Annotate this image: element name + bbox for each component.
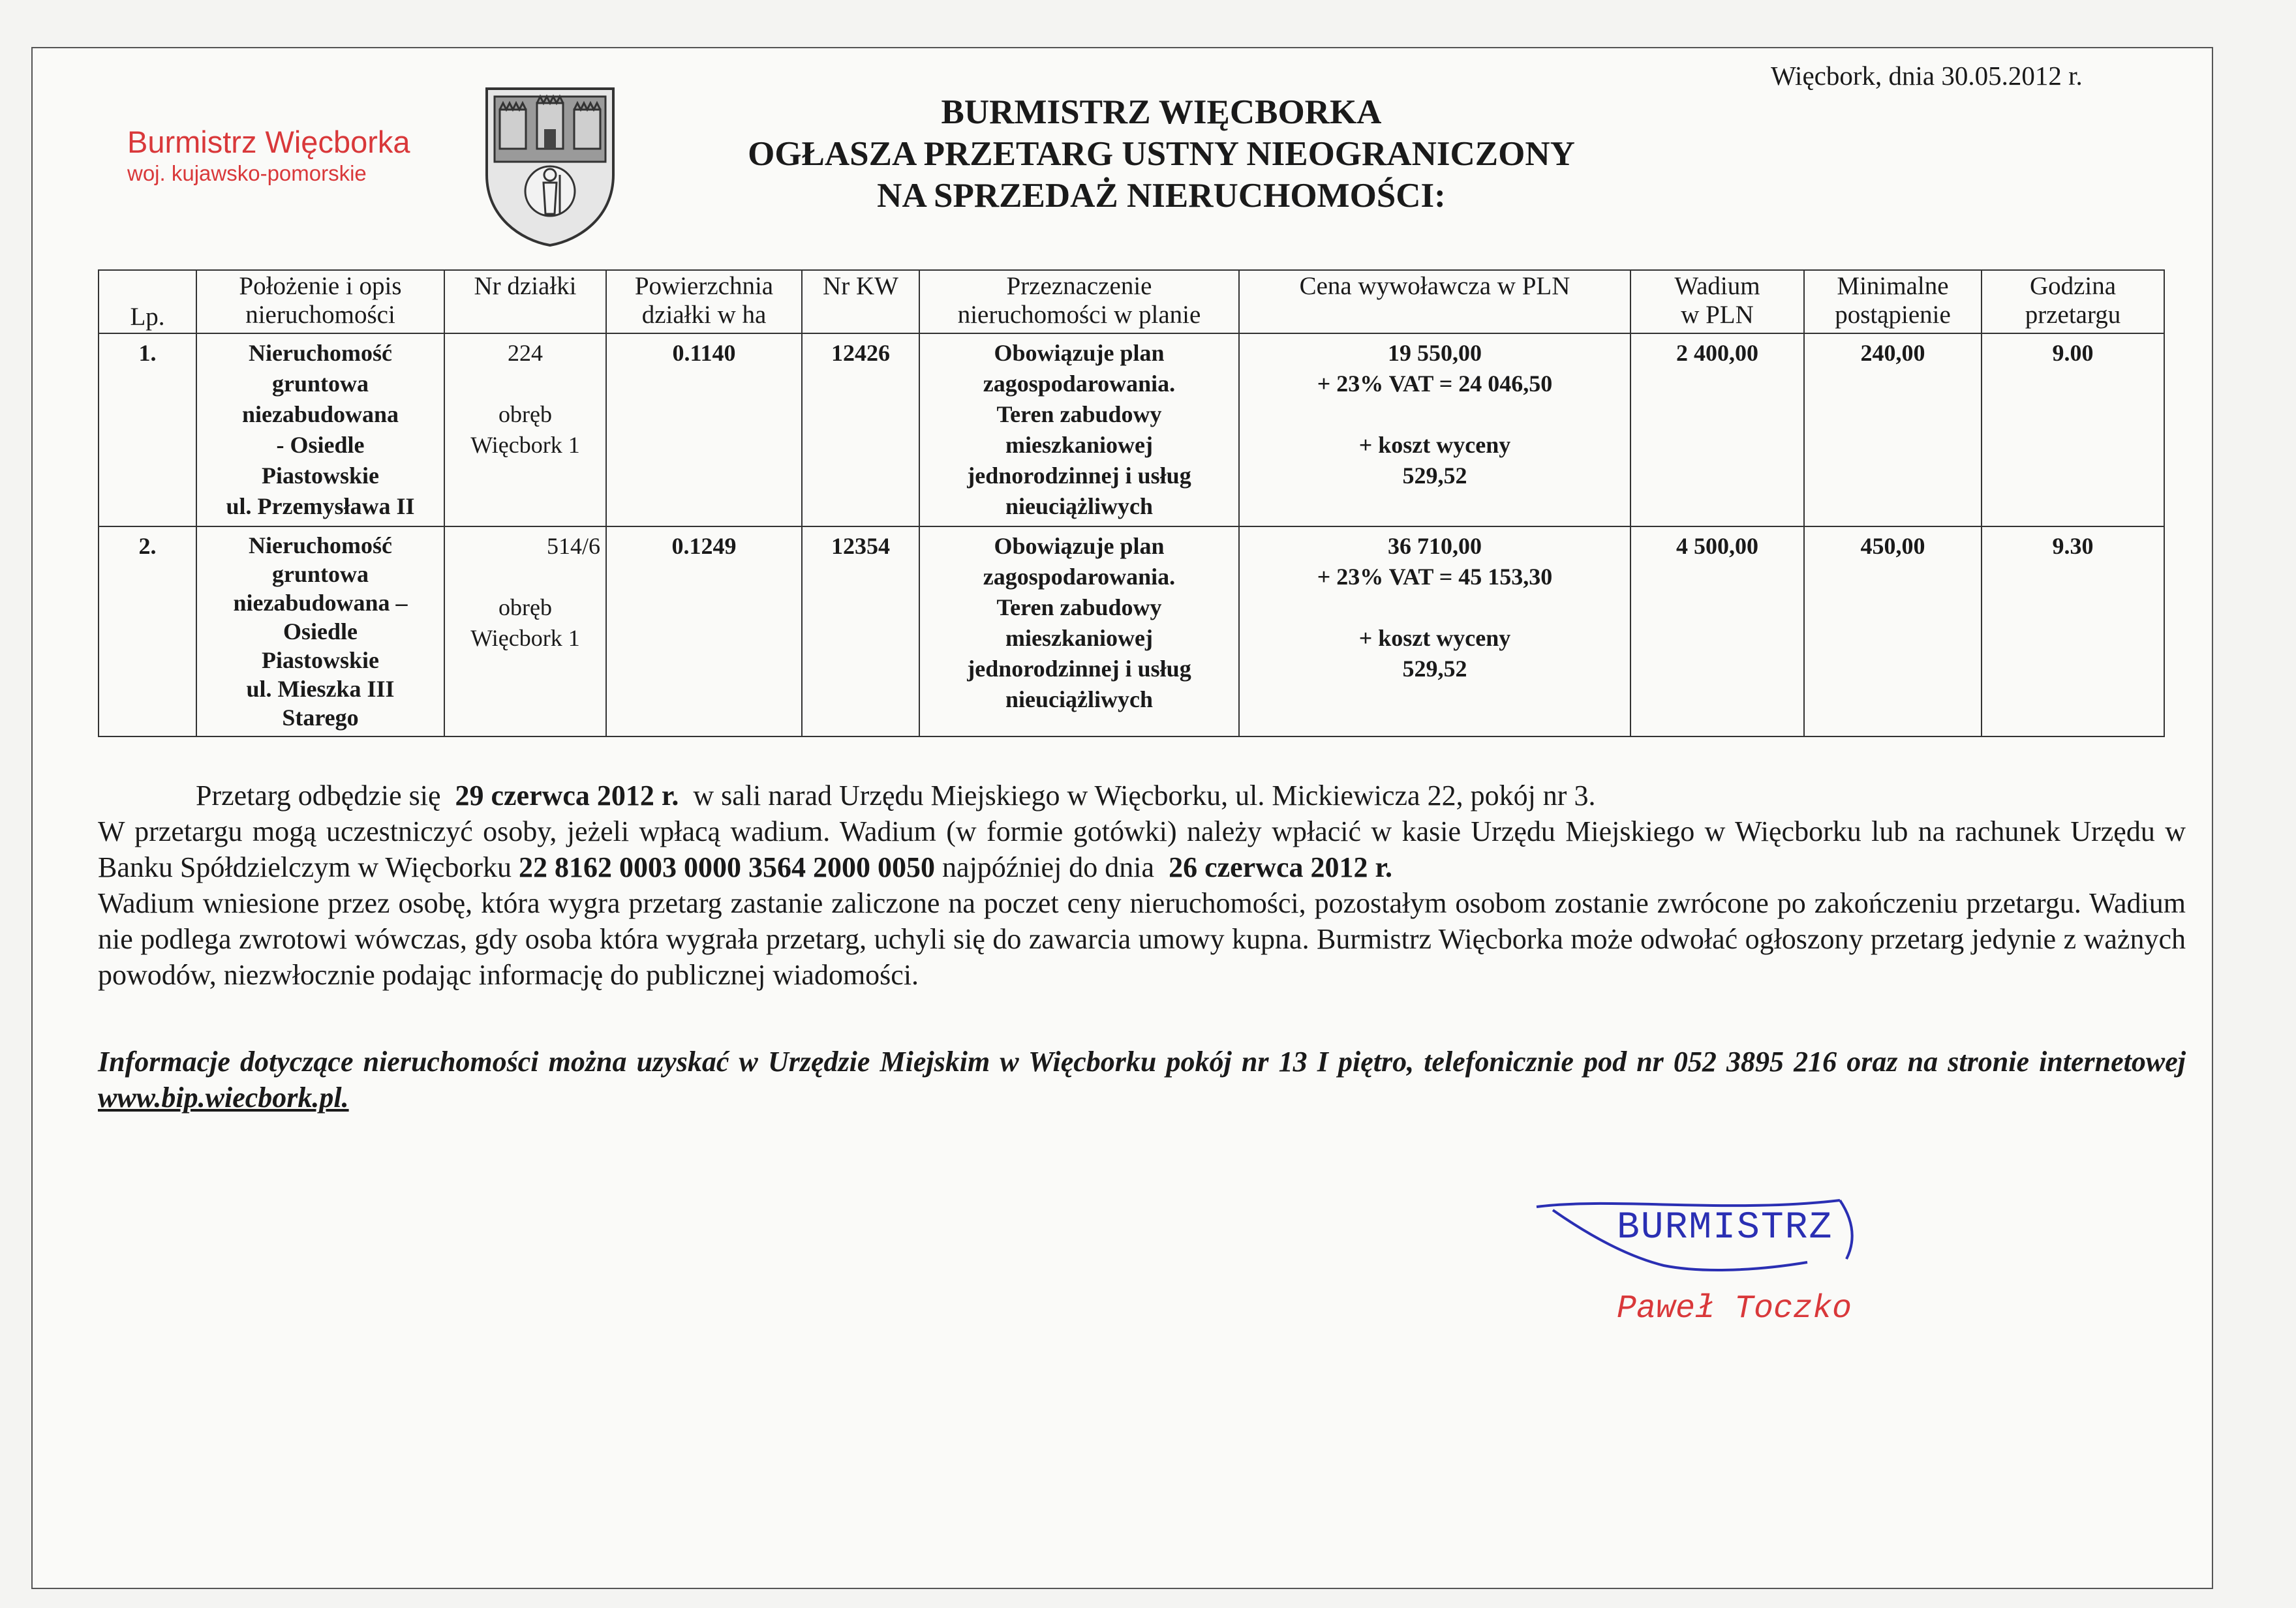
properties-table [98, 269, 2165, 737]
row-min-bid: 240,00 [1804, 333, 1982, 526]
table-row [99, 333, 2164, 526]
heading-line-3: NA SPRZEDAŻ NIERUCHOMOŚCI: [877, 177, 1446, 215]
heading-line-1: BURMISTRZ WIĘCBORKA [941, 93, 1382, 131]
row-price: 36 710,00 + 23% VAT = 45 153,30 + koszt wyceny 529,52 [1239, 526, 1630, 736]
heading-line-2: OGŁASZA PRZETARG USTNY NIEOGRANICZONY [748, 135, 1575, 173]
contact-info: Informacje dotyczące nieruchomości można uzyskać w Urzędzie Miejskim w Więcborku pokój nr 13 I piętro, telefonicznie pod nr 052 3895 216 oraz na stronie internetowej www.bip.wiecbork.pl. [98, 1046, 2186, 1114]
signature-title: BURMISTRZ [1617, 1207, 1833, 1249]
row-lp: 1. [99, 333, 196, 526]
row-price: 19 550,00 + 23% VAT = 24 046,50 + koszt wyceny 529,52 [1239, 333, 1630, 526]
header-price: Cena wywoławcza w PLN [1239, 270, 1630, 333]
signature-name: Paweł Toczko [1617, 1290, 1852, 1327]
stamp-line-1: Burmistrz Więcborka [127, 125, 410, 159]
coat-of-arms-icon [482, 83, 619, 247]
row-kw: 12354 [802, 526, 919, 736]
row-deposit: 4 500,00 [1630, 526, 1804, 736]
header-location: Położenie i opis nieruchomości [196, 270, 444, 333]
header-deposit: Wadium w PLN [1630, 270, 1804, 333]
table-row [99, 526, 2164, 736]
header-kw: Nr KW [802, 270, 919, 333]
header-area: Powierzchnia działki w ha [606, 270, 802, 333]
table-header-row [99, 270, 2164, 333]
row-min-bid: 450,00 [1804, 526, 1982, 736]
row-hour: 9.00 [1982, 333, 2164, 526]
row-plot: 224 obręb Więcbork 1 [444, 333, 606, 526]
stamp-line-2: woj. kujawsko-pomorskie [127, 161, 367, 185]
paragraph-terms: Wadium wniesione przez osobę, która wygra przetarg zastanie zaliczone na poczet ceny nieruchomości, pozostałym osobom zostanie zwrócone po zakończeniu przetargu. Wadium nie podlega zwrotowi wówczas, gdy osoba która wygrała przetarg, uchyli się do zawarcia umowy kupna. Burmistrz Więcborka może odwołać ogłoszony przetarg jedynie z ważnych powodów, niezwłocznie podając informację do publicznej wiadomości. [98, 887, 2186, 991]
date-line: Więcbork, dnia 30.05.2012 r. [1771, 61, 2083, 91]
bank-account: 22 8162 0003 0000 3564 2000 0050 [519, 851, 936, 883]
row-lp: 2. [99, 526, 196, 736]
row-plot: 514/6 obręb Więcbork 1 [444, 526, 606, 736]
header-min-bid: Minimalne postąpienie [1804, 270, 1982, 333]
header-plot: Nr działki [444, 270, 606, 333]
header-hour: Godzina przetargu [1982, 270, 2164, 333]
header-lp: Lp. [99, 270, 196, 333]
row-purpose: Obowiązuje plan zagospodarowania. Teren zabudowy mieszkaniowej jednorodzinnej i usług nieuciążliwych [919, 333, 1239, 526]
row-area: 0.1249 [606, 526, 802, 736]
deposit-deadline: 26 czerwca 2012 r. [1169, 851, 1392, 883]
announcement-heading [652, 91, 1670, 217]
row-deposit: 2 400,00 [1630, 333, 1804, 526]
row-area: 0.1140 [606, 333, 802, 526]
row-kw: 12426 [802, 333, 919, 526]
announcement-body [98, 778, 2186, 993]
website-link[interactable]: www.bip.wiecbork.pl. [98, 1082, 349, 1114]
row-location: Nieruchomość gruntowa niezabudowana – Osiedle Piastowskie ul. Mieszka III Starego [196, 526, 444, 736]
row-location: Nieruchomość gruntowa niezabudowana - Osiedle Piastowskie ul. Przemysława II [196, 333, 444, 526]
paragraph-date: Przetarg odbędzie się 29 czerwca 2012 r. w sali narad Urzędu Miejskiego w Więcborku, ul. Mickiewicza 22, pokój nr 3. [196, 780, 1596, 812]
row-purpose: Obowiązuje plan zagospodarowania. Teren zabudowy mieszkaniowej jednorodzinnej i usług nieuciążliwych [919, 526, 1239, 736]
paragraph-deposit: W przetargu mogą uczestniczyć osoby, jeżeli wpłacą wadium. Wadium (w formie gotówki) należy wpłacić w kasie Urzędu Miejskiego w Więcborku lub na rachunek Urzędu w Banku Spółdzielczym w Więcborku 22 8162 0003 0000 3564 2000 0050 najpóźniej do dnia 26 czerwca 2012 r. [98, 815, 2186, 883]
header-purpose: Przeznaczenie nieruchomości w planie [919, 270, 1239, 333]
office-stamp [127, 124, 410, 186]
auction-date: 29 czerwca 2012 r. [455, 780, 679, 812]
row-hour: 9.30 [1982, 526, 2164, 736]
